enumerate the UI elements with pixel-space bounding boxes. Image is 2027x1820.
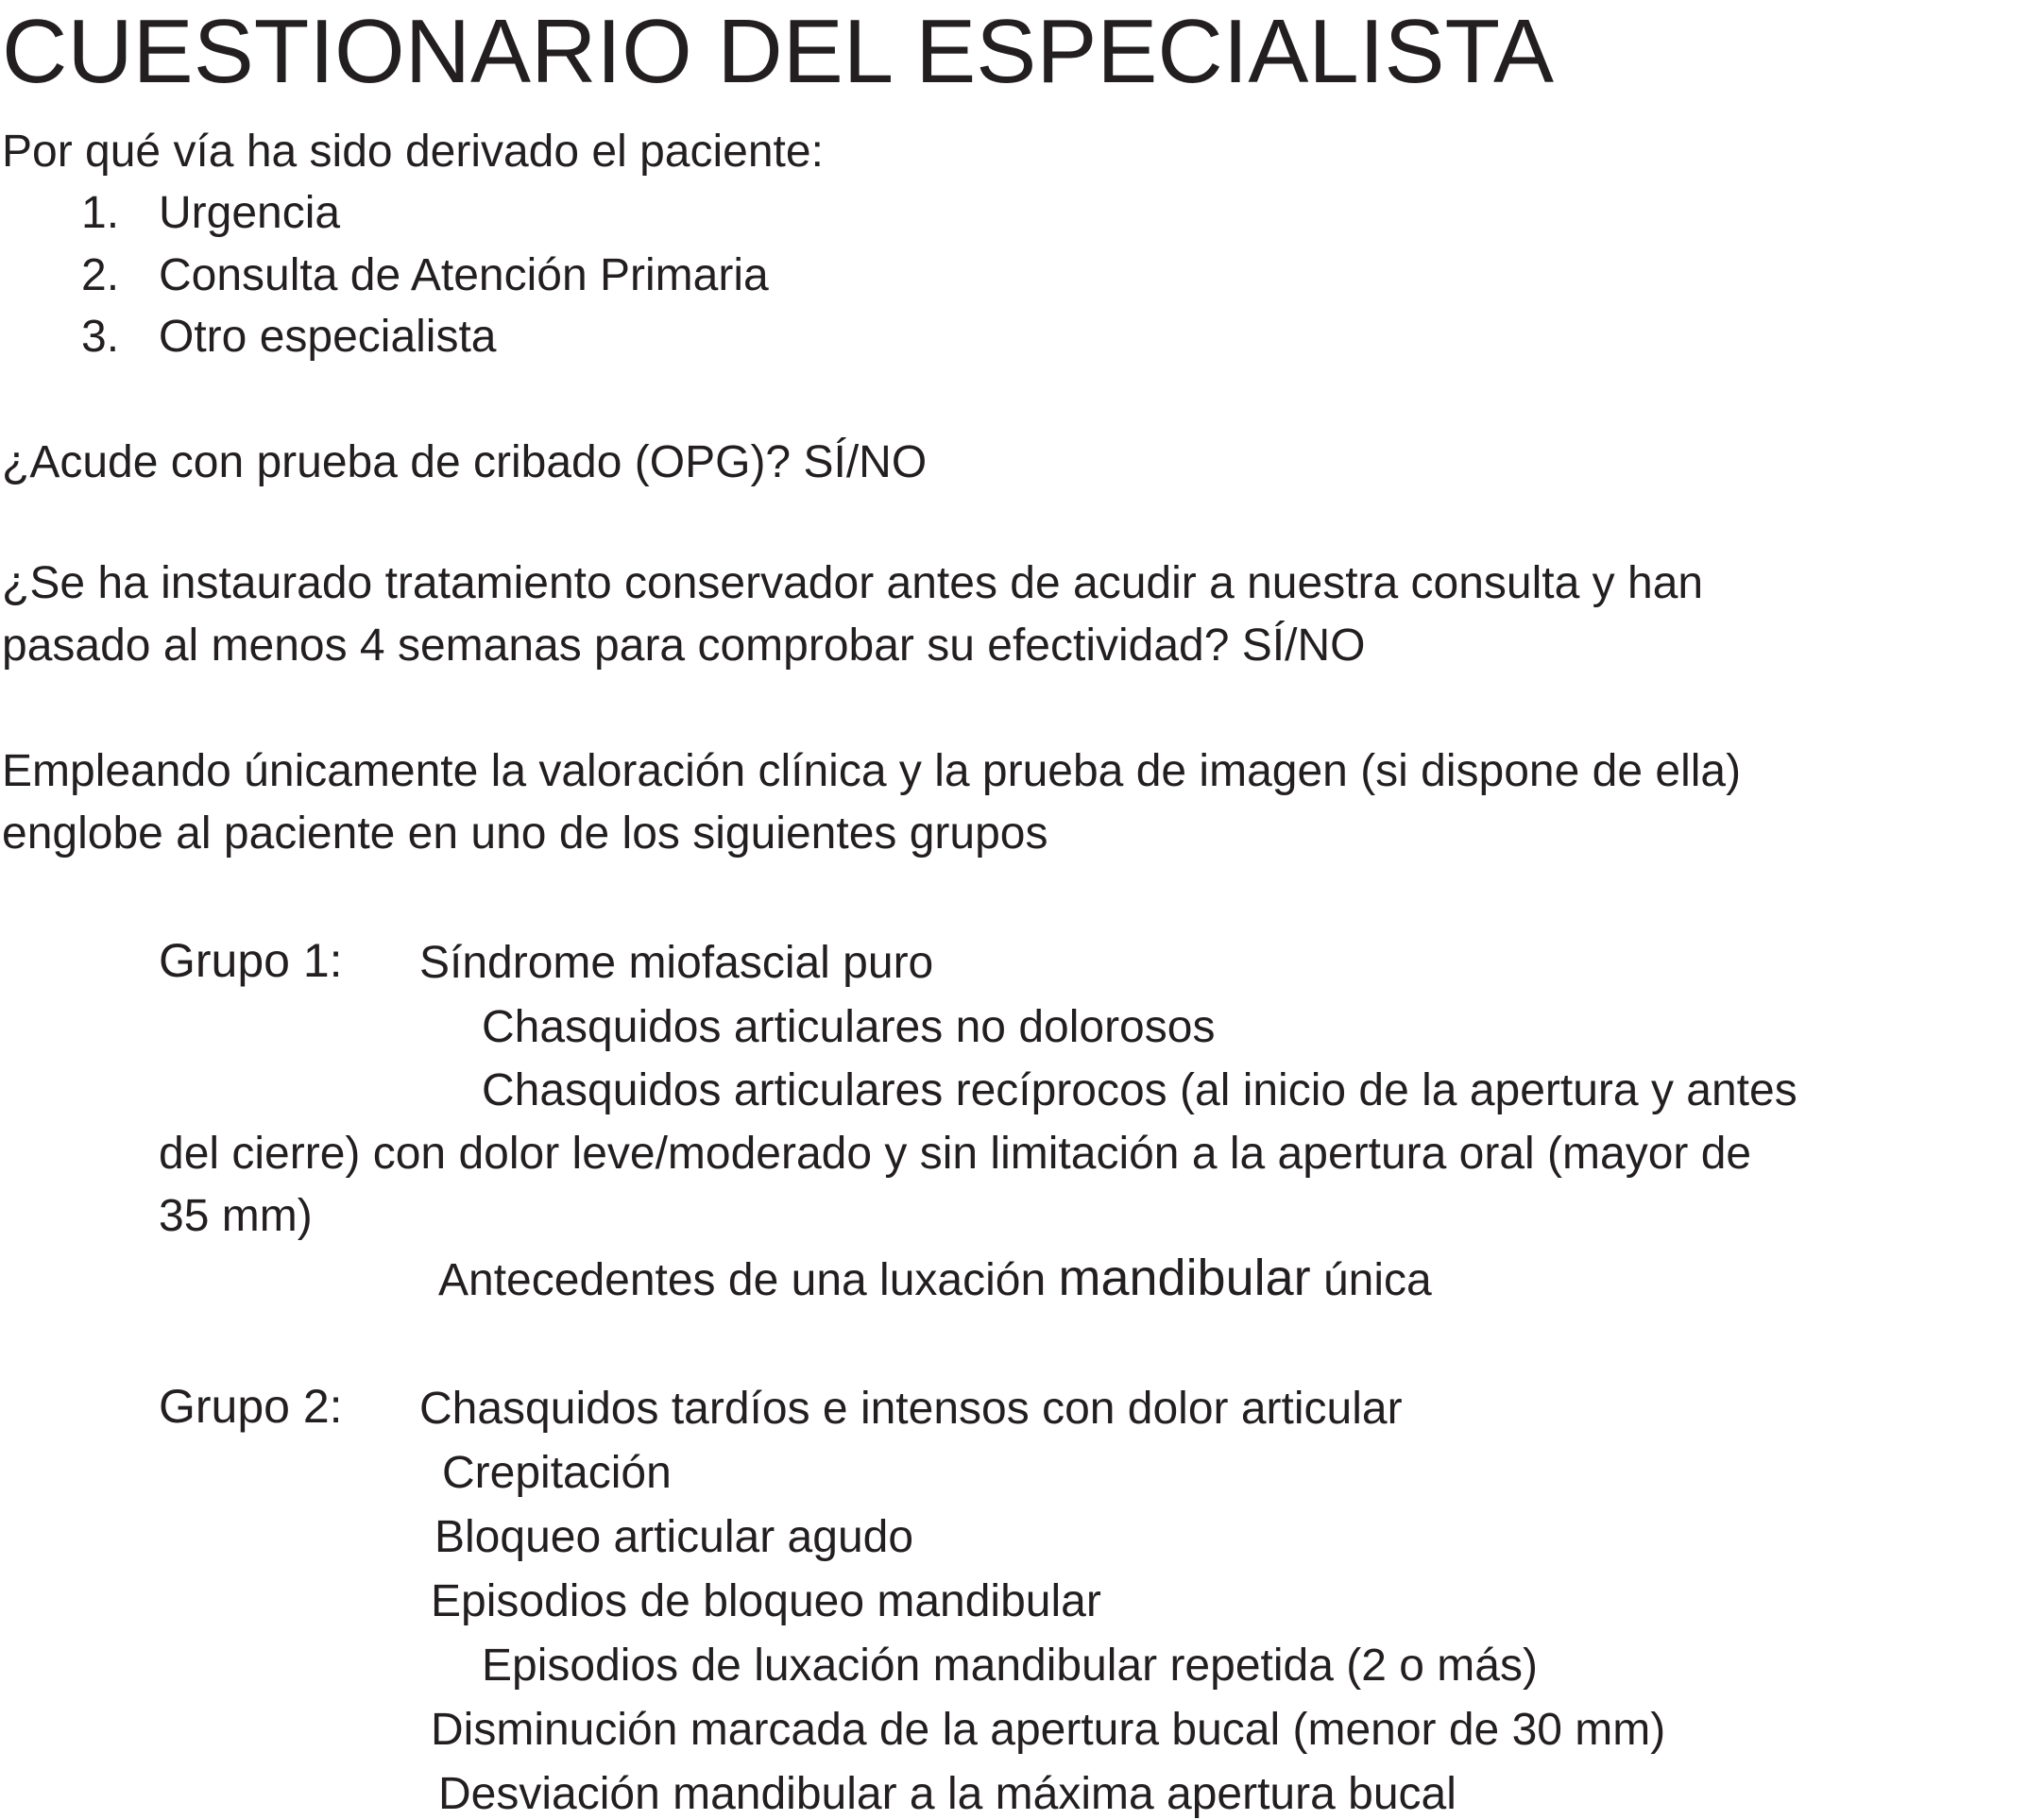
group-2-item: Episodios de luxación mandibular repetida (2 o más): [482, 1641, 1538, 1691]
group-1-item: Chasquidos articulares recíprocos (al inicio de la apertura y antes: [482, 1065, 1797, 1115]
option-label: Otro especialista: [159, 312, 497, 362]
option-number: 1.: [81, 188, 120, 238]
question-conservative-treatment-line2: pasado al menos 4 semanas para comprobar su efectividad? SÍ/NO: [2, 621, 1366, 671]
group-2-item: Episodios de bloqueo mandibular: [431, 1576, 1101, 1626]
group-1-item-continuation: 35 mm): [159, 1191, 313, 1241]
question-conservative-treatment-line1: ¿Se ha instaurado tratamiento conservador antes de acudir a nuestra consulta y han: [2, 558, 1704, 608]
group-2-item: Desviación mandibular a la máxima apertura bucal: [438, 1769, 1456, 1819]
group-2-item: Crepitación: [442, 1448, 672, 1498]
group-2-label: Grupo 2:: [159, 1380, 343, 1433]
option-number: 3.: [81, 312, 120, 362]
group-1-item-luxation: Antecedentes de una luxación mandibular única: [438, 1250, 1432, 1306]
instruction-line2: englobe al paciente en uno de los siguientes grupos: [2, 808, 1048, 859]
question-derivation: Por qué vía ha sido derivado el paciente:: [2, 127, 824, 177]
option-number: 2.: [81, 250, 120, 300]
group-2-item: Disminución marcada de la apertura bucal (menor de 30 mm): [431, 1705, 1666, 1755]
group-1-item: Chasquidos articulares no dolorosos: [482, 1002, 1216, 1052]
option-label: Consulta de Atención Primaria: [159, 250, 769, 300]
group-1-label: Grupo 1:: [159, 934, 343, 987]
group-1-item: Síndrome miofascial puro: [419, 938, 934, 988]
option-label: Urgencia: [159, 188, 341, 238]
group-1-item-continuation: del cierre) con dolor leve/moderado y sin limitación a la apertura oral (mayor de: [159, 1129, 1752, 1179]
instruction-line1: Empleando únicamente la valoración clínica y la prueba de imagen (si dispone de ella): [2, 746, 1742, 796]
group-2-item: Chasquidos tardíos e intensos con dolor articular: [419, 1384, 1403, 1434]
group-2-item: Bloqueo articular agudo: [434, 1512, 914, 1562]
question-screening-test: ¿Acude con prueba de cribado (OPG)? SÍ/NO: [2, 437, 928, 487]
document-title: CUESTIONARIO DEL ESPECIALISTA: [2, 1, 1555, 102]
